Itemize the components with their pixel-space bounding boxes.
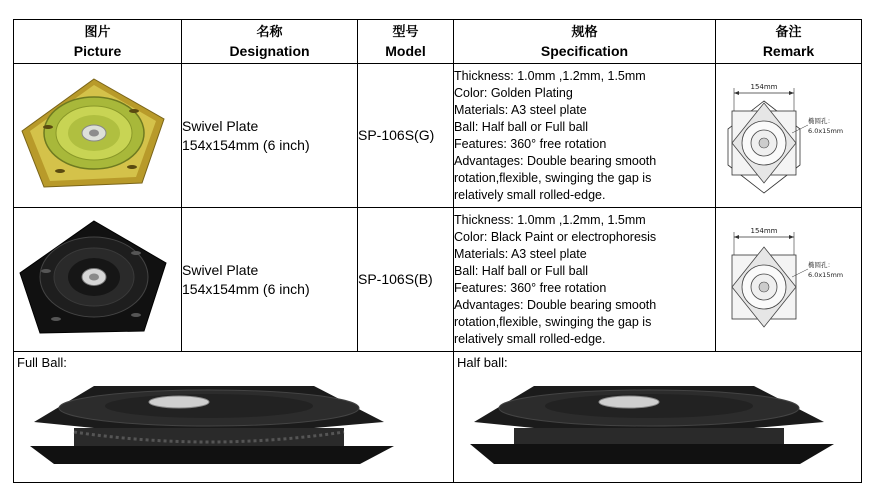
header-specification-en: Specification: [540, 42, 629, 59]
header-row: [14, 20, 862, 64]
spec-ball: Ball: Half ball or Full ball: [454, 263, 589, 278]
model-cell: SP-106S(B): [358, 208, 454, 352]
half-ball-label: Half ball:: [457, 355, 508, 370]
spec-advantages-2: rotation,flexible, swinging the gap is: [454, 314, 652, 329]
header-designation-en: Designation: [229, 42, 310, 59]
spec-advantages-1: Advantages: Double bearing smooth: [454, 153, 657, 168]
specification-cell: [454, 208, 716, 352]
hole-label-zh: 椭圆孔：: [808, 260, 834, 269]
specification-cell: [454, 64, 716, 208]
spec-advantages-3: relatively small rolled-edge.: [454, 187, 606, 202]
header-specification-zh: 规格: [571, 24, 598, 40]
spec-advantages-3: relatively small rolled-edge.: [454, 331, 606, 346]
spec-ball: Ball: Half ball or Full ball: [454, 119, 589, 134]
spec-advantages-2: rotation,flexible, swinging the gap is: [454, 170, 652, 185]
spec-thickness: Thickness: 1.0mm ,1.2mm, 1.5mm: [454, 68, 646, 83]
spec-features: Features: 360° free rotation: [454, 136, 607, 151]
model-cell: SP-106S(G): [358, 64, 454, 208]
header-specification: [454, 20, 716, 64]
spec-advantages-1: Advantages: Double bearing smooth: [454, 297, 657, 312]
designation-line2: 154x154mm (6 inch): [182, 280, 310, 297]
header-picture-zh: 图片: [84, 24, 111, 40]
product-picture-black: [14, 208, 182, 352]
designation-line1: Swivel Plate: [182, 117, 259, 134]
header-designation-zh: 名称: [256, 24, 283, 40]
spec-materials: Materials: A3 steel plate: [454, 246, 587, 261]
header-remark-zh: 备注: [775, 24, 802, 40]
header-picture: [14, 20, 182, 64]
dimension-label: 154mm: [750, 82, 778, 91]
header-remark: [716, 20, 862, 64]
remark-cell: [716, 64, 862, 208]
header-remark-en: Remark: [762, 42, 815, 59]
product-row: [14, 64, 862, 208]
spec-thickness: Thickness: 1.0mm ,1.2mm, 1.5mm: [454, 212, 646, 227]
header-picture-en: Picture: [73, 42, 122, 59]
full-ball-label: Full Ball:: [17, 355, 67, 370]
product-spec-table: [13, 19, 862, 483]
half-ball-side-view-image: [454, 372, 854, 482]
header-model-en: Model: [385, 42, 426, 59]
half-ball-cell: [454, 352, 862, 483]
header-model-zh: 型号: [392, 24, 419, 40]
remark-cell: [716, 208, 862, 352]
header-designation: [182, 20, 358, 64]
technical-drawing: [716, 71, 856, 201]
product-picture-golden: [14, 64, 182, 208]
spec-features: Features: 360° free rotation: [454, 280, 607, 295]
hole-label-zh: 椭圆孔：: [808, 116, 834, 125]
product-row: [14, 208, 862, 352]
hole-label: 6.0x15mm: [808, 126, 844, 135]
swivel-plate-black-image: [14, 215, 174, 345]
spec-color: Color: Golden Plating: [454, 85, 573, 100]
designation-line2: 154x154mm (6 inch): [182, 136, 310, 153]
full-ball-side-view-image: [14, 372, 414, 482]
swivel-plate-golden-image: [14, 71, 174, 201]
header-model: [358, 20, 454, 64]
designation-line1: Swivel Plate: [182, 261, 259, 278]
full-ball-cell: [14, 352, 454, 483]
dimension-label: 154mm: [750, 226, 778, 235]
spec-color: Color: Black Paint or electrophoresis: [454, 229, 657, 244]
designation-cell: [182, 64, 358, 208]
designation-cell: [182, 208, 358, 352]
technical-drawing: [716, 215, 856, 345]
hole-label: 6.0x15mm: [808, 270, 844, 279]
bottom-row: [14, 352, 862, 483]
spec-materials: Materials: A3 steel plate: [454, 102, 587, 117]
